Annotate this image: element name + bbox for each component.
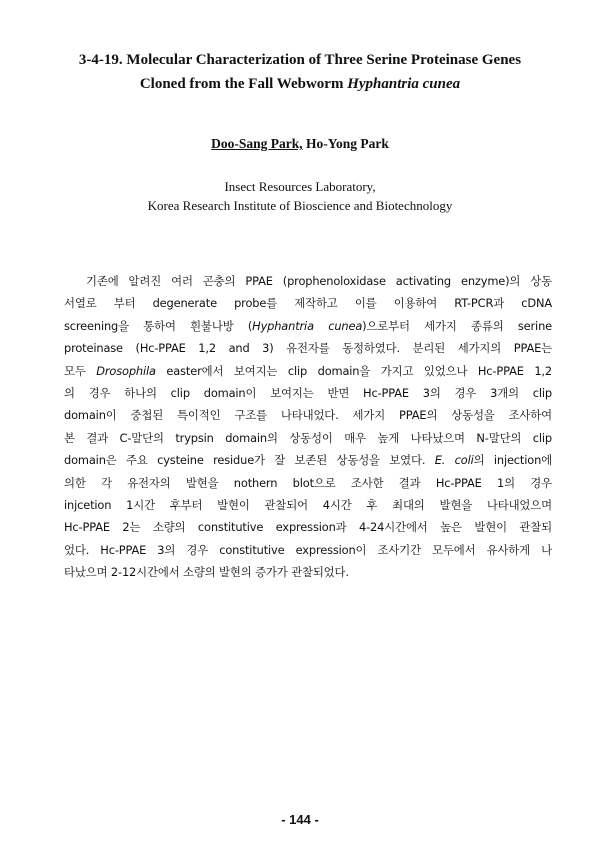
abstract-text: 의 injection에 <box>473 453 552 468</box>
co-author: Ho-Yong Park <box>302 136 389 151</box>
abstract-line: 의한 각 유전자의 발현을 nothern blot으로 조사한 결과 Hc-PPAE 1의 경우 <box>64 475 552 490</box>
abstract-line: 타났으며 2-12시간에서 소량의 발현의 증가가 관찰되었다. <box>64 565 349 580</box>
title-line-2 <box>60 72 540 96</box>
abstract-text: screening을 통하여 흰불나방 ( <box>64 318 253 333</box>
abstract-line <box>64 360 552 382</box>
abstract-line: 기존에 알려진 여러 곤충의 PPAE (prophenoloxidase activating enzyme)의 상동 <box>86 274 552 288</box>
abstract-text: 모두 <box>64 363 97 378</box>
affiliation-line-2: Korea Research Institute of Bioscience and Biotechnology <box>147 198 453 213</box>
abstract-line: proteinase (Hc-PPAE 1,2 and 3) 유전자를 동정하였다. 분리된 세가지의 PPAE는 <box>64 341 552 356</box>
abstract-text: )으로부터 세가지 종류의 serine <box>362 318 552 333</box>
affiliation-line-1: Insect Resources Laboratory, <box>224 179 376 194</box>
abstract-line: 었다. Hc-PPAE 3의 경우 constitutive expression이 조사기간 모두에서 유사하게 나 <box>64 542 552 557</box>
presenting-author: Doo-Sang Park, <box>211 136 303 151</box>
species-name-italic: Hyphantria cunea <box>252 318 363 333</box>
bacteria-name-italic: E. coli <box>434 453 474 468</box>
title-line-1: 3-4-19. Molecular Characterization of Three Serine Proteinase Genes <box>78 52 522 68</box>
title-line-2-prefix: Cloned from the Fall Webworm <box>139 76 348 92</box>
abstract-text: easter에서 보여지는 clip domain을 가지고 있었으나 Hc-PPAE 1,2 <box>155 363 552 378</box>
species-name: Hyphantria cunea <box>347 76 461 92</box>
abstract-line: 의 경우 하나의 clip domain이 보여지는 반면 Hc-PPAE 3의 경우 3개의 clip <box>64 386 552 401</box>
author-list <box>60 136 540 152</box>
abstract-text: domain은 주요 cysteine residue가 잘 보존된 상동성을 보였다. <box>64 453 435 468</box>
abstract-line <box>64 315 552 337</box>
abstract-line: Hc-PPAE 2는 소량의 constitutive expression과 4-24시간에서 높은 발현이 관찰되 <box>64 520 552 535</box>
genus-name-italic: Drosophila <box>96 363 156 378</box>
page-number: - 144 - <box>281 812 319 827</box>
abstract-line: 본 결과 C-말단의 trypsin domain의 상동성이 매우 높게 나타났으며 N-말단의 clip <box>64 430 552 445</box>
abstract-body <box>64 270 552 584</box>
abstract-line: domain이 중첩된 특이적인 구조를 나타내었다. 세가지 PPAE의 상동성을 조사하여 <box>64 408 552 423</box>
affiliation <box>60 177 540 215</box>
paper-title <box>60 48 540 96</box>
abstract-line: 서열로 부터 degenerate probe를 제작하고 이를 이용하여 RT-PCR과 cDNA <box>64 296 552 311</box>
abstract-line <box>64 449 552 471</box>
abstract-line: injcetion 1시간 후부터 발현이 관찰되어 4시간 후 최대의 발현을 나타내었으며 <box>64 498 552 513</box>
